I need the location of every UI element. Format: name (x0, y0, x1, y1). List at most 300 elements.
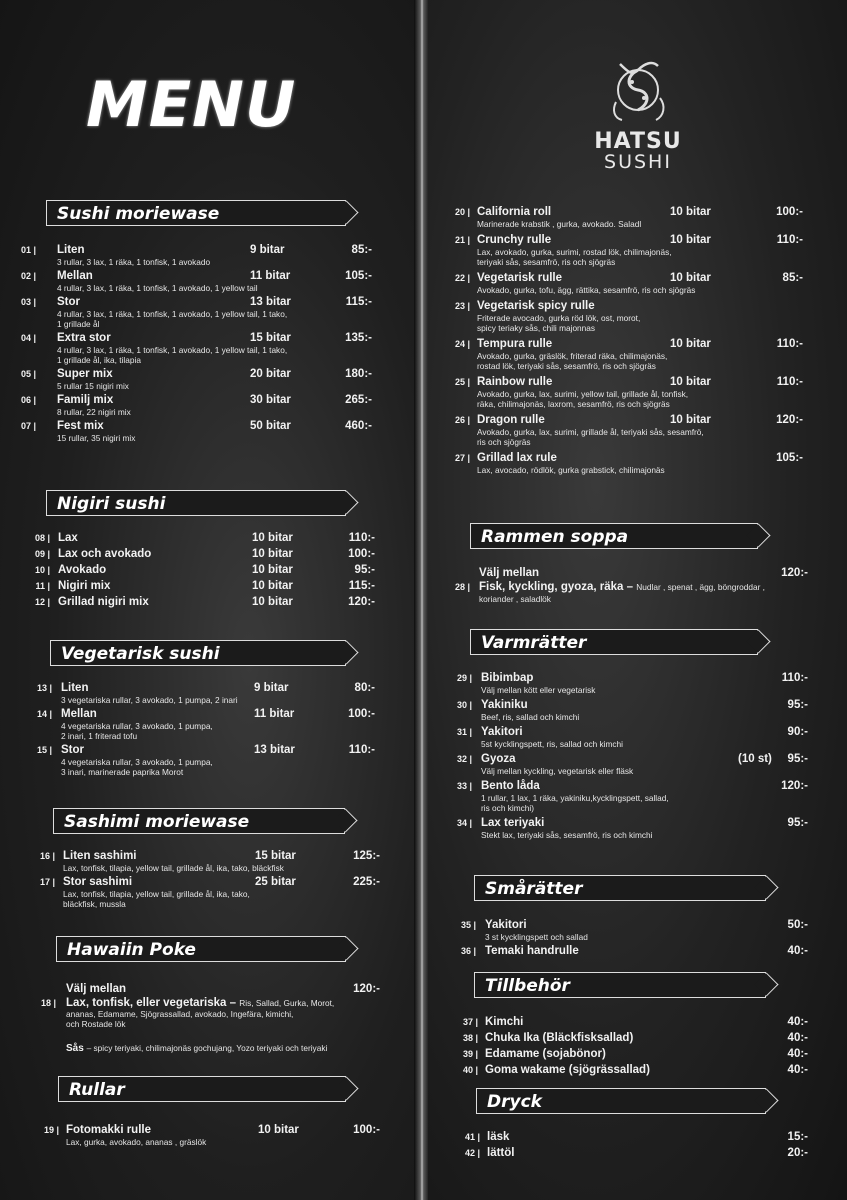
item-name: Crunchy rulle (477, 234, 552, 246)
menu-item (0, 707, 414, 741)
section-banner: Smårätter (474, 875, 766, 901)
menu-item-row (0, 419, 414, 433)
item-price: 40:- (787, 945, 808, 957)
menu-item (428, 725, 847, 749)
item-number: 19 | (43, 1125, 59, 1135)
menu-item (428, 1031, 847, 1045)
item-name: Kimchi (485, 1016, 524, 1028)
menu-item (0, 547, 414, 561)
item-description: Stekt lax, teriyaki sås, sesamfrö, ris och kimchi (481, 830, 653, 840)
menu-item (0, 1123, 414, 1147)
item-description: 4 vegetariska rullar, 3 avokado, 1 pumpa, (61, 721, 213, 731)
smaratter-list (428, 918, 847, 960)
item-piece-count: 11 bitar (250, 270, 291, 282)
menu-item-row (0, 563, 414, 577)
item-number: 37 | (462, 1017, 478, 1027)
section-smaratter (474, 875, 766, 901)
hawaiin-item-name: Lax, tonfisk, eller vegetariska – Ris, Sallad, Gurka, Morot, (66, 997, 335, 1009)
item-description: Marinerade krabstik , gurka, avokado. Saladl (477, 219, 642, 229)
section-banner: Rullar (58, 1076, 346, 1102)
menu-item (428, 271, 847, 295)
item-description: Friterade avocado, gurka röd lök, ost, morot, (477, 313, 641, 323)
item-number: 34 | (456, 818, 472, 828)
item-number: 20 | (454, 207, 470, 217)
item-number: 39 | (462, 1049, 478, 1059)
item-description: 4 vegetariska rullar, 3 avokado, 1 pumpa, (61, 757, 213, 767)
item-name: Edamame (sojabönor) (485, 1048, 606, 1060)
item-price: 110:- (776, 376, 803, 388)
hawaiin-poke-block (0, 982, 414, 1054)
item-piece-count: 9 bitar (250, 244, 285, 256)
item-description: 8 rullar, 22 nigiri mix (57, 407, 131, 417)
item-name: Vegetarisk rulle (477, 272, 563, 284)
item-name: Gyoza (481, 753, 516, 765)
item-name: Temaki handrulle (485, 945, 579, 957)
item-price: 95:- (787, 699, 808, 711)
item-price: 110:- (776, 234, 803, 246)
item-price: 135:- (345, 332, 372, 344)
item-price: 40:- (787, 1048, 808, 1060)
menu-item (0, 579, 414, 593)
item-price: 100:- (353, 1124, 380, 1136)
menu-item (428, 671, 847, 695)
menu-item (0, 681, 414, 705)
item-description: Lax, tonfisk, tilapia, yellow tail, grillade ål, ika, tako, bläckfisk (63, 863, 284, 873)
koi-fish-icon (598, 52, 678, 124)
sashimi-list (0, 849, 414, 911)
item-piece-count: 10 bitar (670, 272, 711, 284)
item-name: Liten (57, 244, 85, 256)
menu-item-row (0, 707, 414, 721)
rullar-list (0, 1123, 414, 1149)
menu-item (428, 779, 847, 813)
item-name: Familj mix (57, 394, 114, 406)
item-name: Super mix (57, 368, 113, 380)
item-name: Grillad nigiri mix (58, 596, 149, 608)
item-number: 25 | (454, 377, 470, 387)
item-name: Bibimbap (481, 672, 534, 684)
item-piece-count: 9 bitar (254, 682, 289, 694)
item-number: 06 | (20, 395, 36, 405)
menu-title: MENU (86, 68, 297, 141)
item-name: Grillad lax rule (477, 452, 557, 464)
item-price: 120:- (348, 596, 375, 608)
hawaiin-desc-2: och Rostade lök (66, 1019, 126, 1029)
item-piece-count: 10 bitar (670, 414, 711, 426)
menu-item-row (428, 1146, 847, 1160)
item-price: 40:- (787, 1064, 808, 1076)
section-hawaiin-poke (56, 936, 346, 962)
menu-item-row (428, 752, 847, 766)
item-name: Bento låda (481, 780, 540, 792)
menu-item-row (428, 725, 847, 739)
item-number: 33 | (456, 781, 472, 791)
hawaiin-inline-desc: Ris, Sallad, Gurka, Morot, (239, 998, 335, 1008)
menu-item-row (428, 233, 847, 247)
item-number: 11 | (35, 581, 50, 591)
item-description: 5st kycklingspett, ris, sallad och kimchi (481, 739, 624, 749)
item-piece-count: 20 bitar (250, 368, 291, 380)
item-number: 26 | (454, 415, 470, 425)
nigiri-list (0, 531, 414, 611)
item-price: 110:- (348, 532, 375, 544)
menu-item (428, 1146, 847, 1160)
item-description: Avokado, gurka, lax, surimi, grillade ål, teriyaki sås, sesamfrö, (477, 427, 704, 437)
menu-item-row (0, 367, 414, 381)
menu-item-row (0, 579, 414, 593)
item-name: Avokado (58, 564, 107, 576)
item-piece-count: (10 st) (738, 753, 772, 765)
item-piece-count: 15 bitar (255, 850, 296, 862)
item-number: 40 | (462, 1065, 478, 1075)
menu-item-row (428, 698, 847, 712)
rammen-item-name: Fisk, kyckling, gyoza, räka – Nudlar , spenat , ägg, böngroddar , (479, 581, 765, 593)
item-number: 32 | (456, 754, 472, 764)
item-name: Stor (61, 744, 84, 756)
menu-item-row (428, 816, 847, 830)
menu-item-row (428, 779, 847, 793)
item-piece-count: 10 bitar (252, 548, 293, 560)
menu-item-row (0, 269, 414, 283)
menu-item-row (428, 944, 847, 958)
rammen-block (428, 566, 847, 604)
item-price: 20:- (787, 1147, 808, 1159)
item-name: Dragon rulle (477, 414, 545, 426)
menu-item-row (428, 1130, 847, 1144)
section-banner: Tillbehör (474, 972, 766, 998)
item-price: 110:- (348, 744, 375, 756)
menu-item-row (428, 413, 847, 427)
menu-item (428, 944, 847, 958)
section-banner: Varmrätter (470, 629, 758, 655)
menu-item-row (0, 681, 414, 695)
rammen-inline-desc: Nudlar , spenat , ägg, böngroddar , (636, 582, 765, 592)
item-description: 4 rullar, 3 lax, 1 räka, 1 tonfisk, 1 avokado, 1 yellow tail (57, 283, 258, 293)
menu-item (428, 1063, 847, 1077)
menu-item (0, 243, 414, 267)
section-varmratter (470, 629, 758, 655)
section-sashimi-moriewase (53, 808, 345, 834)
menu-item (428, 1015, 847, 1029)
item-description: 2 inari, 1 friterad tofu (61, 731, 138, 741)
item-description: 4 rullar, 3 lax, 1 räka, 1 tonfisk, 1 avokado, 1 yellow tail, 1 tako, (57, 309, 288, 319)
menu-item (0, 743, 414, 777)
item-name: Nigiri mix (58, 580, 111, 592)
item-price: 105:- (776, 452, 803, 464)
menu-item (0, 595, 414, 609)
item-description: 3 vegetariska rullar, 3 avokado, 1 pumpa, 2 inari (61, 695, 238, 705)
item-price: 80:- (354, 682, 375, 694)
item-price: 105:- (345, 270, 372, 282)
menu-item (0, 269, 414, 293)
item-number: 42 | (464, 1148, 480, 1158)
item-description: Avokado, gurka, gräslök, friterad räka, chilimajonäs, (477, 351, 668, 361)
item-piece-count: 10 bitar (670, 338, 711, 350)
varmratter-list (428, 671, 847, 843)
item-piece-count: 10 bitar (252, 580, 293, 592)
menu-item-row (428, 1015, 847, 1029)
item-number: 04 | (20, 333, 36, 343)
section-dryck (476, 1088, 766, 1114)
section-rammen-soppa (470, 523, 758, 549)
item-number: 17 | (39, 877, 55, 887)
item-piece-count: 15 bitar (250, 332, 291, 344)
item-price: 120:- (776, 414, 803, 426)
item-number: 12 | (34, 597, 50, 607)
item-piece-count: 10 bitar (670, 206, 711, 218)
item-price: 265:- (345, 394, 372, 406)
item-number: 29 | (456, 673, 472, 683)
item-number: 08 | (34, 533, 50, 543)
item-description: 5 rullar 15 nigiri mix (57, 381, 129, 391)
item-description: ris och kimchi) (481, 803, 535, 813)
hawaiin-price: 120:- (353, 983, 380, 995)
item-price: 125:- (353, 850, 380, 862)
menu-item (428, 1130, 847, 1144)
item-number: 22 | (454, 273, 470, 283)
item-number: 03 | (20, 297, 36, 307)
vegetarisk-list (0, 681, 414, 779)
item-number: 36 | (460, 946, 476, 956)
item-price: 90:- (787, 726, 808, 738)
item-name: lättöl (487, 1147, 515, 1159)
item-number: 01 | (20, 245, 36, 255)
item-name: läsk (487, 1131, 510, 1143)
item-piece-count: 10 bitar (252, 532, 293, 544)
section-banner: Hawaiin Poke (56, 936, 346, 962)
item-description: ris och sjögräs (477, 437, 531, 447)
menu-item (0, 331, 414, 365)
menu-item-row (428, 451, 847, 465)
item-number: 15 | (36, 745, 52, 755)
menu-item (428, 752, 847, 776)
menu-item (0, 419, 414, 443)
item-name: Lax teriyaki (481, 817, 545, 829)
item-description: 4 rullar, 3 lax, 1 räka, 1 tonfisk, 1 avokado, 1 yellow tail, 1 tako, (57, 345, 288, 355)
item-name: Lax (58, 532, 78, 544)
menu-item (428, 698, 847, 722)
item-name: Mellan (57, 270, 93, 282)
item-number: 10 | (34, 565, 50, 575)
item-price: 460:- (345, 420, 372, 432)
item-name: Yakiniku (481, 699, 528, 711)
hawaiin-valj-label: Välj mellan (66, 983, 127, 995)
section-rullar (58, 1076, 346, 1102)
menu-item-row (428, 1063, 847, 1077)
item-name: Fotomakki rulle (66, 1124, 151, 1136)
section-banner: Sushi moriewase (46, 200, 346, 226)
menu-item (0, 393, 414, 417)
item-price: 120:- (781, 780, 808, 792)
menu-item (0, 295, 414, 329)
section-banner: Vegetarisk sushi (50, 640, 346, 666)
item-description: 3 inari, marinerade paprika Morot (61, 767, 184, 777)
menu-item-row (428, 671, 847, 685)
menu-item (0, 849, 414, 873)
rullar-right-list (428, 205, 847, 479)
item-piece-count: 10 bitar (258, 1124, 299, 1136)
menu-item-row (0, 743, 414, 757)
item-piece-count: 13 bitar (254, 744, 295, 756)
item-number: 14 | (36, 709, 52, 719)
item-number: 35 | (460, 920, 476, 930)
item-name: California roll (477, 206, 552, 218)
item-name: Goma wakame (sjögrässallad) (485, 1064, 650, 1076)
item-description: rostad lök, teriyaki sås, sesamfrö, ris och sjögräs (477, 361, 656, 371)
item-number: 23 | (454, 301, 470, 311)
menu-item-row (0, 1123, 414, 1137)
item-description: Beef, ris, sallad och kimchi (481, 712, 580, 722)
item-description: Välj mellan kyckling, vegetarisk eller fläsk (481, 766, 634, 776)
dryck-list (428, 1130, 847, 1162)
item-piece-count: 10 bitar (670, 376, 711, 388)
menu-item-row (0, 595, 414, 609)
menu-item-row (428, 205, 847, 219)
item-piece-count: 25 bitar (255, 876, 296, 888)
item-name: Lax och avokado (58, 548, 152, 560)
menu-item-row (428, 299, 847, 313)
menu-item (428, 205, 847, 229)
section-banner: Rammen soppa (470, 523, 758, 549)
hawaiin-desc-1: ananas, Edamame, Sjögrassallad, avokado, Ingefära, kimichi, (66, 1009, 294, 1019)
menu-item-row (0, 331, 414, 345)
item-number: 18 | (40, 998, 56, 1008)
logo-line-hatsu: HATSU (594, 129, 682, 154)
item-price: 15:- (787, 1131, 808, 1143)
item-name: Liten (61, 682, 89, 694)
item-number: 38 | (462, 1033, 478, 1043)
rammen-desc: koriander , saladlök (479, 594, 551, 604)
item-name: Stor (57, 296, 80, 308)
section-banner: Sashimi moriewase (53, 808, 345, 834)
item-price: 95:- (787, 817, 808, 829)
item-name: Chuka Ika (Bläckfisksallad) (485, 1032, 634, 1044)
menu-item (0, 367, 414, 391)
item-piece-count: 11 bitar (254, 708, 295, 720)
item-name: Tempura rulle (477, 338, 553, 350)
item-description: 15 rullar, 35 nigiri mix (57, 433, 136, 443)
menu-item-row (428, 337, 847, 351)
item-price: 100:- (348, 548, 375, 560)
item-price: 100:- (776, 206, 803, 218)
menu-item-row (428, 1031, 847, 1045)
item-description: Avokado, gurka, tofu, ägg, rättika, sesamfrö, ris och sjögräs (477, 285, 696, 295)
item-price: 50:- (787, 919, 808, 931)
menu-item-row (428, 1047, 847, 1061)
item-name: Stor sashimi (63, 876, 133, 888)
menu-item-row (0, 849, 414, 863)
menu-item-row (0, 295, 414, 309)
menu-item (428, 451, 847, 475)
item-description: teriyaki sås, sesamfrö, ris och sjögräs (477, 257, 616, 267)
sushi-moriewase-list (0, 243, 414, 445)
item-number: 13 | (36, 683, 52, 693)
item-piece-count: 10 bitar (252, 596, 293, 608)
item-description: spicy teriaky sås, chili majonnas (477, 323, 596, 333)
item-price: 180:- (345, 368, 372, 380)
item-price: 110:- (776, 338, 803, 350)
item-number: 21 | (454, 235, 470, 245)
item-price: 40:- (787, 1032, 808, 1044)
item-price: 115:- (345, 296, 372, 308)
rammen-valj-label: Välj mellan (479, 567, 540, 579)
section-banner: Dryck (476, 1088, 766, 1114)
menu-item (428, 1047, 847, 1061)
item-number: 24 | (454, 339, 470, 349)
menu-item-row (0, 875, 414, 889)
item-description: Avokado, gurka, lax, surimi, yellow tail, grillade ål, tonfisk, (477, 389, 689, 399)
item-description: 1 grillade ål, ika, tilapia (57, 355, 141, 365)
menu-item (0, 531, 414, 545)
item-price: 40:- (787, 1016, 808, 1028)
item-price: 115:- (348, 580, 375, 592)
section-tillbehor (474, 972, 766, 998)
item-description: Lax, avocado, rödlök, gurka grabstick, chilimajonäs (477, 465, 665, 475)
item-number: 28 | (454, 582, 470, 592)
rammen-price: 120:- (781, 567, 808, 579)
item-name: Liten sashimi (63, 850, 137, 862)
hatsu-sushi-logo (590, 52, 686, 173)
item-number: 07 | (20, 421, 36, 431)
section-nigiri-sushi (46, 490, 346, 516)
item-number: 27 | (454, 453, 470, 463)
logo-line-sushi: SUSHI (604, 151, 672, 173)
item-price: 85:- (782, 272, 803, 284)
sauce-text: – spicy teriyaki, chilimajonäs gochujang, Yozo teriyaki och teriyaki (86, 1043, 328, 1053)
menu-item (428, 413, 847, 447)
item-price: 225:- (353, 876, 380, 888)
item-price: 85:- (351, 244, 372, 256)
item-price: 110:- (781, 672, 808, 684)
item-description: räka, chilimajonäs, laxrom, sesamfrö, ris och sjögräs (477, 399, 670, 409)
hawaiin-sauce-line (66, 1043, 414, 1054)
menu-item-row (428, 375, 847, 389)
item-description: Lax, tonfisk, tilapia, yellow tail, grillade ål, ika, tako, (63, 889, 250, 899)
menu-item (0, 875, 414, 909)
item-description: Lax, avokado, gurka, surimi, rostad lök, chilimajonäs, (477, 247, 672, 257)
item-name: Fest mix (57, 420, 104, 432)
item-name: Mellan (61, 708, 97, 720)
menu-item (428, 233, 847, 267)
item-price: 95:- (787, 753, 808, 765)
item-number: 30 | (456, 700, 472, 710)
menu-item-row (0, 547, 414, 561)
item-name: Vegetarisk spicy rulle (477, 300, 595, 312)
menu-item (428, 816, 847, 840)
item-piece-count: 13 bitar (250, 296, 291, 308)
item-piece-count: 10 bitar (252, 564, 293, 576)
menu-item-row (428, 271, 847, 285)
item-number: 16 | (39, 851, 55, 861)
item-name: Rainbow rulle (477, 376, 553, 388)
item-description: bläckfisk, mussla (63, 899, 126, 909)
tillbehor-list (428, 1015, 847, 1079)
item-description: 1 rullar, 1 lax, 1 räka, yakiniku,kycklingspett, sallad, (481, 793, 669, 803)
item-name: Yakitori (481, 726, 523, 738)
item-name: Extra stor (57, 332, 111, 344)
section-sushi-moriewase (46, 200, 346, 226)
section-vegetarisk-sushi (50, 640, 346, 666)
item-description: Lax, gurka, avokado, ananas , gräslök (66, 1137, 207, 1147)
item-number: 41 | (464, 1132, 480, 1142)
menu-item-row (0, 243, 414, 257)
item-description: 3 rullar, 3 lax, 1 räka, 1 tonfisk, 1 avokado (57, 257, 211, 267)
section-banner: Nigiri sushi (46, 490, 346, 516)
item-number: 31 | (456, 727, 472, 737)
item-description: 1 grillade ål (57, 319, 100, 329)
menu-item (428, 918, 847, 942)
sauce-label: Sås (66, 1043, 84, 1054)
